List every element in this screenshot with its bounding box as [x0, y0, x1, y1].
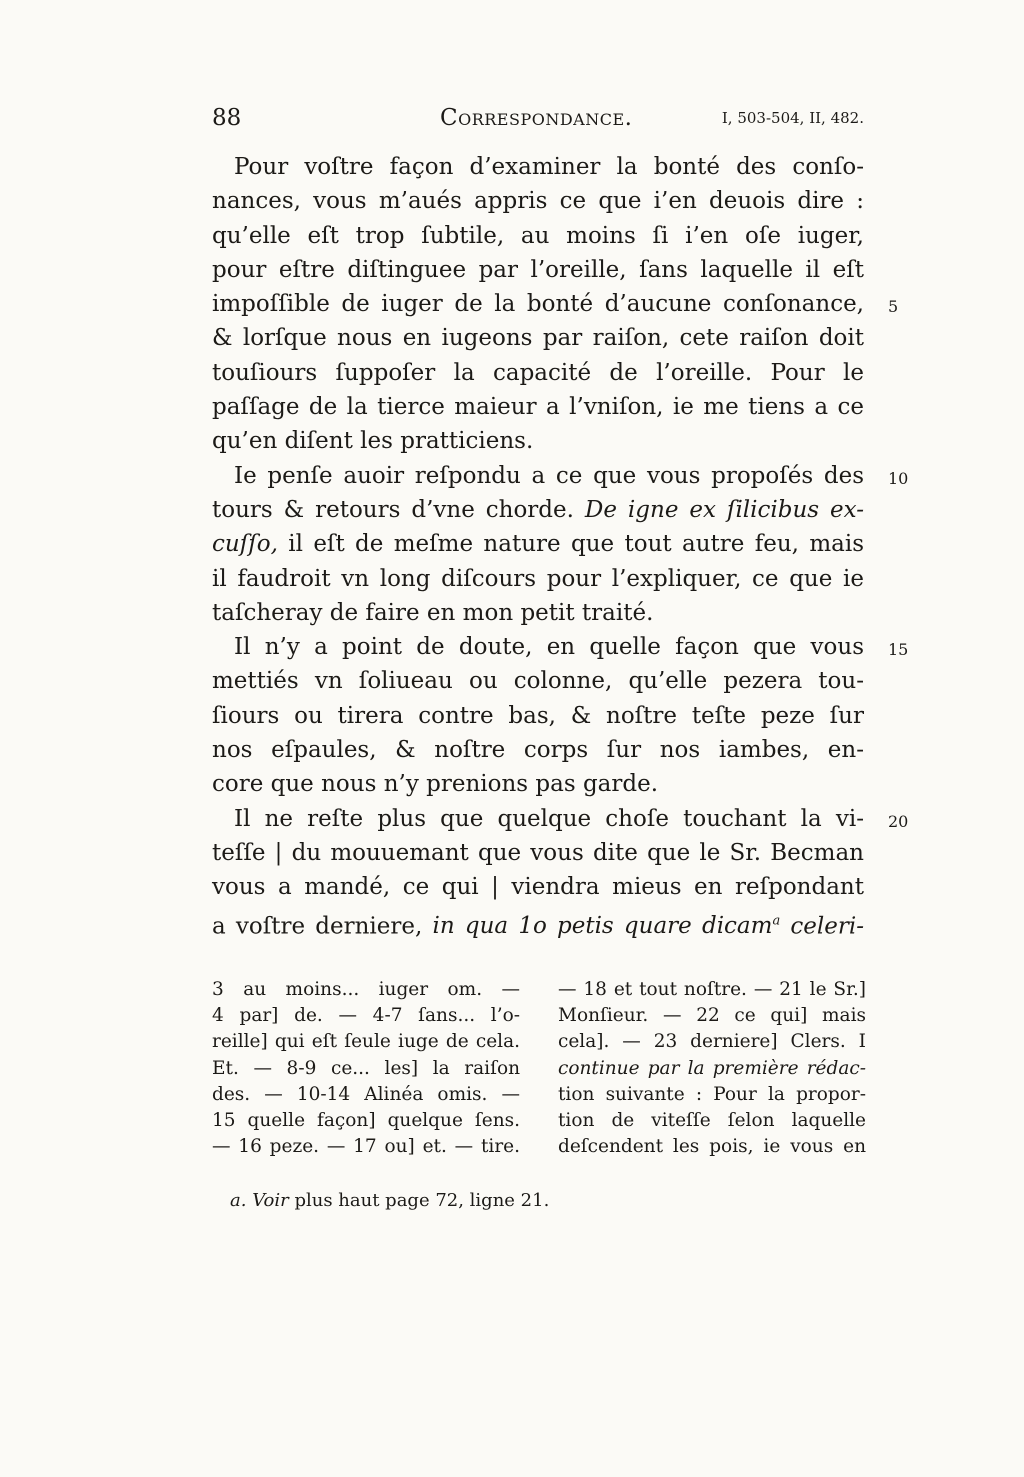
text-line: touſiours ſuppoſer la capacité de l’oreille. Pour le	[212, 359, 864, 386]
running-head	[212, 103, 864, 137]
main-text	[212, 150, 909, 940]
note-line: reille] qui eſt ſeule iuge de cela.	[212, 1031, 520, 1053]
text-line: nances, vous m’aués appris ce que i’en deuois dire :	[212, 188, 864, 215]
note-line: cela]. — 23 derniere] Clers. I	[558, 1031, 866, 1053]
text-line: qu’elle eſt trop ſubtile, au moins ſi i’en oſe iuger,	[212, 222, 864, 249]
latin-quote: cuſſo,	[212, 531, 278, 558]
text-line-mixed	[212, 905, 864, 939]
text-line: mettiés vn ſoliueau ou colonne, qu’elle pezera tou-	[212, 668, 864, 695]
note-line: Monſieur. — 22 ce qui] mais	[558, 1005, 866, 1027]
notes-left-column	[212, 977, 520, 1160]
note-line: continue par la première rédac-	[558, 1057, 866, 1079]
text-line-mixed	[212, 527, 864, 561]
text-line: & lorſque nous en iugeons par raiſon, cete raiſon doit	[212, 325, 864, 352]
text-line-20	[212, 802, 909, 836]
line-number: 10	[888, 468, 909, 488]
note-line: tion de viteſſe ſelon laquelle	[558, 1109, 866, 1131]
text-span: il eſt de meſme nature que tout autre feu, mais	[288, 531, 864, 558]
edition-reference: I, 503-504, II, 482.	[721, 109, 864, 127]
note-line: 4 par] de. — 4-7 ſans... l’o-	[212, 1005, 520, 1027]
text-line: taſcheray de faire en mon petit traité.	[212, 599, 654, 626]
footnote-text: plus haut page 72, ligne 21.	[294, 1190, 550, 1211]
text-line-content: Ie penſe auoir reſpondu a ce que vous propoſés des	[234, 462, 864, 489]
note-line: — 16 peze. — 17 ou] et. — tire.	[212, 1136, 520, 1158]
note-line: Et. — 8-9 ce... les] la raiſon	[212, 1057, 520, 1079]
text-line: vous a mandé, ce qui | viendra mieus en reſpondant	[212, 874, 864, 901]
footnote	[230, 1190, 630, 1211]
variant-notes	[212, 977, 874, 1167]
line-number: 5	[888, 297, 899, 317]
line-number: 15	[888, 640, 909, 660]
note-line: 3 au moins... iuger om. —	[212, 979, 520, 1000]
text-line-15	[212, 630, 909, 664]
text-line: qu’en diſent les pratticiens.	[212, 428, 534, 455]
footnote-voir: Voir	[252, 1190, 289, 1211]
note-line: deſcendent les pois, ie vous en	[558, 1136, 866, 1158]
note-line: 15 quelle façon] quelque ſens.	[212, 1109, 520, 1131]
page-number: 88	[212, 105, 242, 131]
notes-right-column	[558, 977, 866, 1160]
running-title: Correspondance.	[440, 105, 633, 131]
text-span: a voſtre derniere,	[212, 913, 423, 940]
text-line: il faudroit vn long diſcours pour l’expliquer, ce que ie	[212, 565, 864, 592]
latin-text: in qua 1o petis quare dicam	[432, 913, 773, 940]
text-line-10	[212, 459, 909, 493]
text-span: tours & retours d’vne chorde.	[212, 496, 574, 523]
note-line: tion suivante : Pour la propor-	[558, 1083, 866, 1105]
text-line: pour eſtre diſtinguee par l’oreille, ſans laquelle il eſt	[212, 256, 864, 283]
text-line: Pour voſtre façon d’examiner la bonté des conſo-	[234, 154, 864, 180]
text-line-5	[212, 287, 899, 321]
text-line-content: Il n’y a point de doute, en quelle façon que vous	[234, 634, 864, 661]
latin-quote: De igne ex ſilicibus ex-	[584, 496, 865, 523]
footnote-marker: a.	[230, 1190, 247, 1211]
text-line-mixed	[212, 493, 864, 527]
line-number: 20	[888, 811, 909, 831]
text-line-content: Il ne reſte plus que quelque choſe touchant la vi-	[234, 805, 864, 832]
text-line: nos eſpaules, & noſtre corps ſur nos iambes, en-	[212, 737, 864, 764]
text-line: core que nous n’y prenions pas garde.	[212, 771, 659, 798]
text-line-content: impoſſible de iuger de la bonté d’aucune conſonance,	[212, 291, 864, 318]
footnote-ref: a	[772, 913, 781, 929]
text-line: ſiours ou tirera contre bas, & noſtre teſte peze ſur	[212, 702, 864, 729]
latin-quote	[433, 913, 781, 939]
note-line: — 18 et tout noſtre. — 21 le Sr.]	[558, 979, 866, 1000]
latin-text-end: celeri-	[790, 913, 865, 940]
note-line: des. — 10-14 Alinéa omis. —	[212, 1083, 520, 1105]
text-line: paſſage de la tierce maieur a l’vniſon, ie me tiens a ce	[212, 394, 864, 421]
text-line: teſſe | du mouuemant que vous dite que le Sr. Becman	[212, 839, 864, 866]
